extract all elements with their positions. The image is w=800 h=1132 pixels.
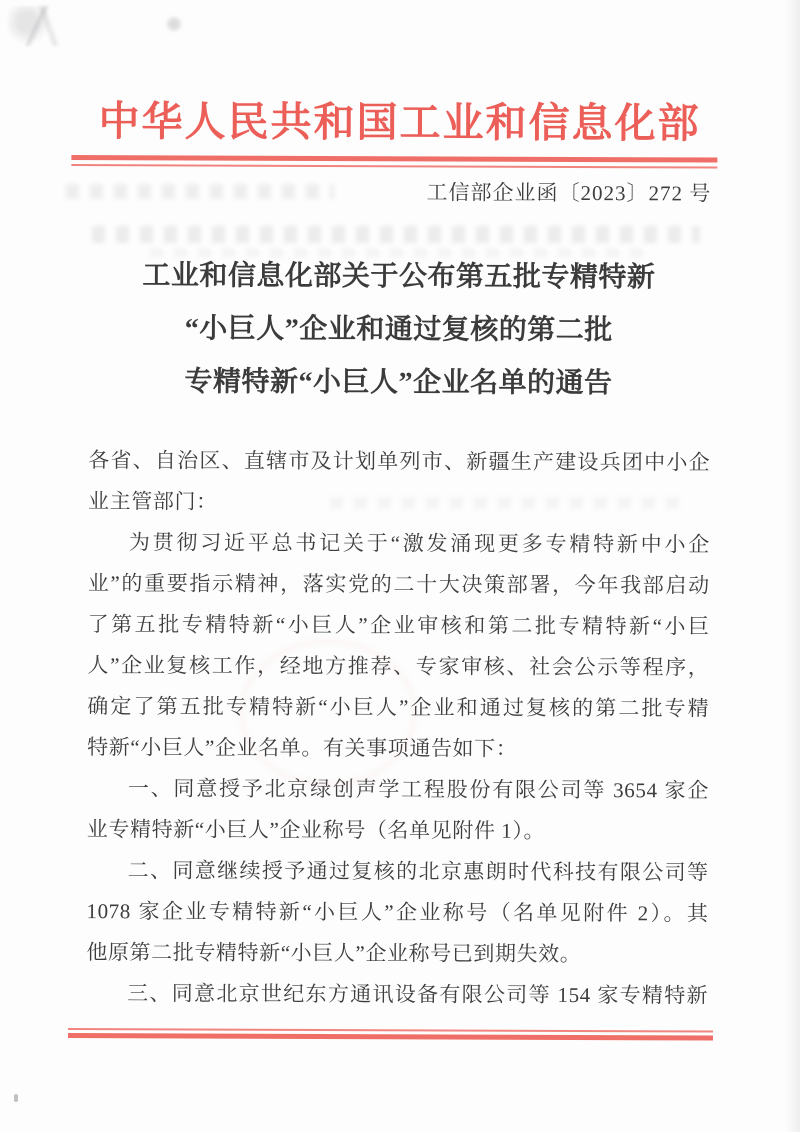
body-line: 三、同意北京世纪东方通讯设备有限公司等 154 家专精特新 (127, 981, 709, 1008)
title-line: 专精特新“小巨人”企业名单的通告 (184, 366, 613, 400)
footer-rule-thick (68, 1033, 713, 1040)
title-line: 工业和信息化部关于公布第五批专精特新 (142, 260, 656, 294)
body-line: 业主管部门： (88, 489, 218, 514)
footer-rule-thin (68, 1028, 713, 1032)
body-line: 他原第二批专精特新“小巨人”企业称号已到期失效。 (86, 940, 582, 967)
document-body (86, 440, 710, 1016)
body-line: 1078 家企业专精特新“小巨人”企业称号（名单见附件 2）。其 (86, 899, 709, 926)
body-line: 特新“小巨人”企业名单。有关事项通告如下： (87, 735, 518, 761)
body-line: 了第五批专精特新“小巨人”企业审核和第二批专精特新“小巨 (87, 612, 710, 639)
body-line: 二、同意继续授予通过复核的北京惠朗时代科技有限公司等 (127, 858, 709, 885)
body-line: 业”的重要指示精神，落实党的二十大决策部署，今年我部启动 (87, 571, 710, 598)
body-line: 一、同意授予北京绿创声学工程股份有限公司等 3654 家企 (127, 776, 710, 803)
document-title (0, 249, 799, 411)
ministry-letterhead: 中华人民共和国工业和信息化部 (98, 98, 701, 147)
body-line: 业专精特新“小巨人”企业称号（名单见附件 1）。 (86, 817, 546, 843)
body-line: 确定了第五批专精特新“小巨人”企业和通过复核的第二批专精 (87, 694, 710, 721)
title-line: “小巨人”企业和通过复核的第二批 (184, 313, 613, 347)
document-number: 工信部企业函〔2023〕272 号 (426, 180, 712, 206)
body-line: 人”企业复核工作，经地方推荐、专家审核、社会公示等程序， (87, 653, 710, 680)
body-line: 为贯彻习近平总书记关于“激发涌现更多专精特新中小企 (128, 530, 710, 557)
letterhead-rule-thick (71, 155, 717, 162)
letterhead-rule-thin (71, 164, 717, 168)
body-line: 各省、自治区、直辖市及计划单列市、新疆生产建设兵团中小企 (88, 448, 711, 475)
